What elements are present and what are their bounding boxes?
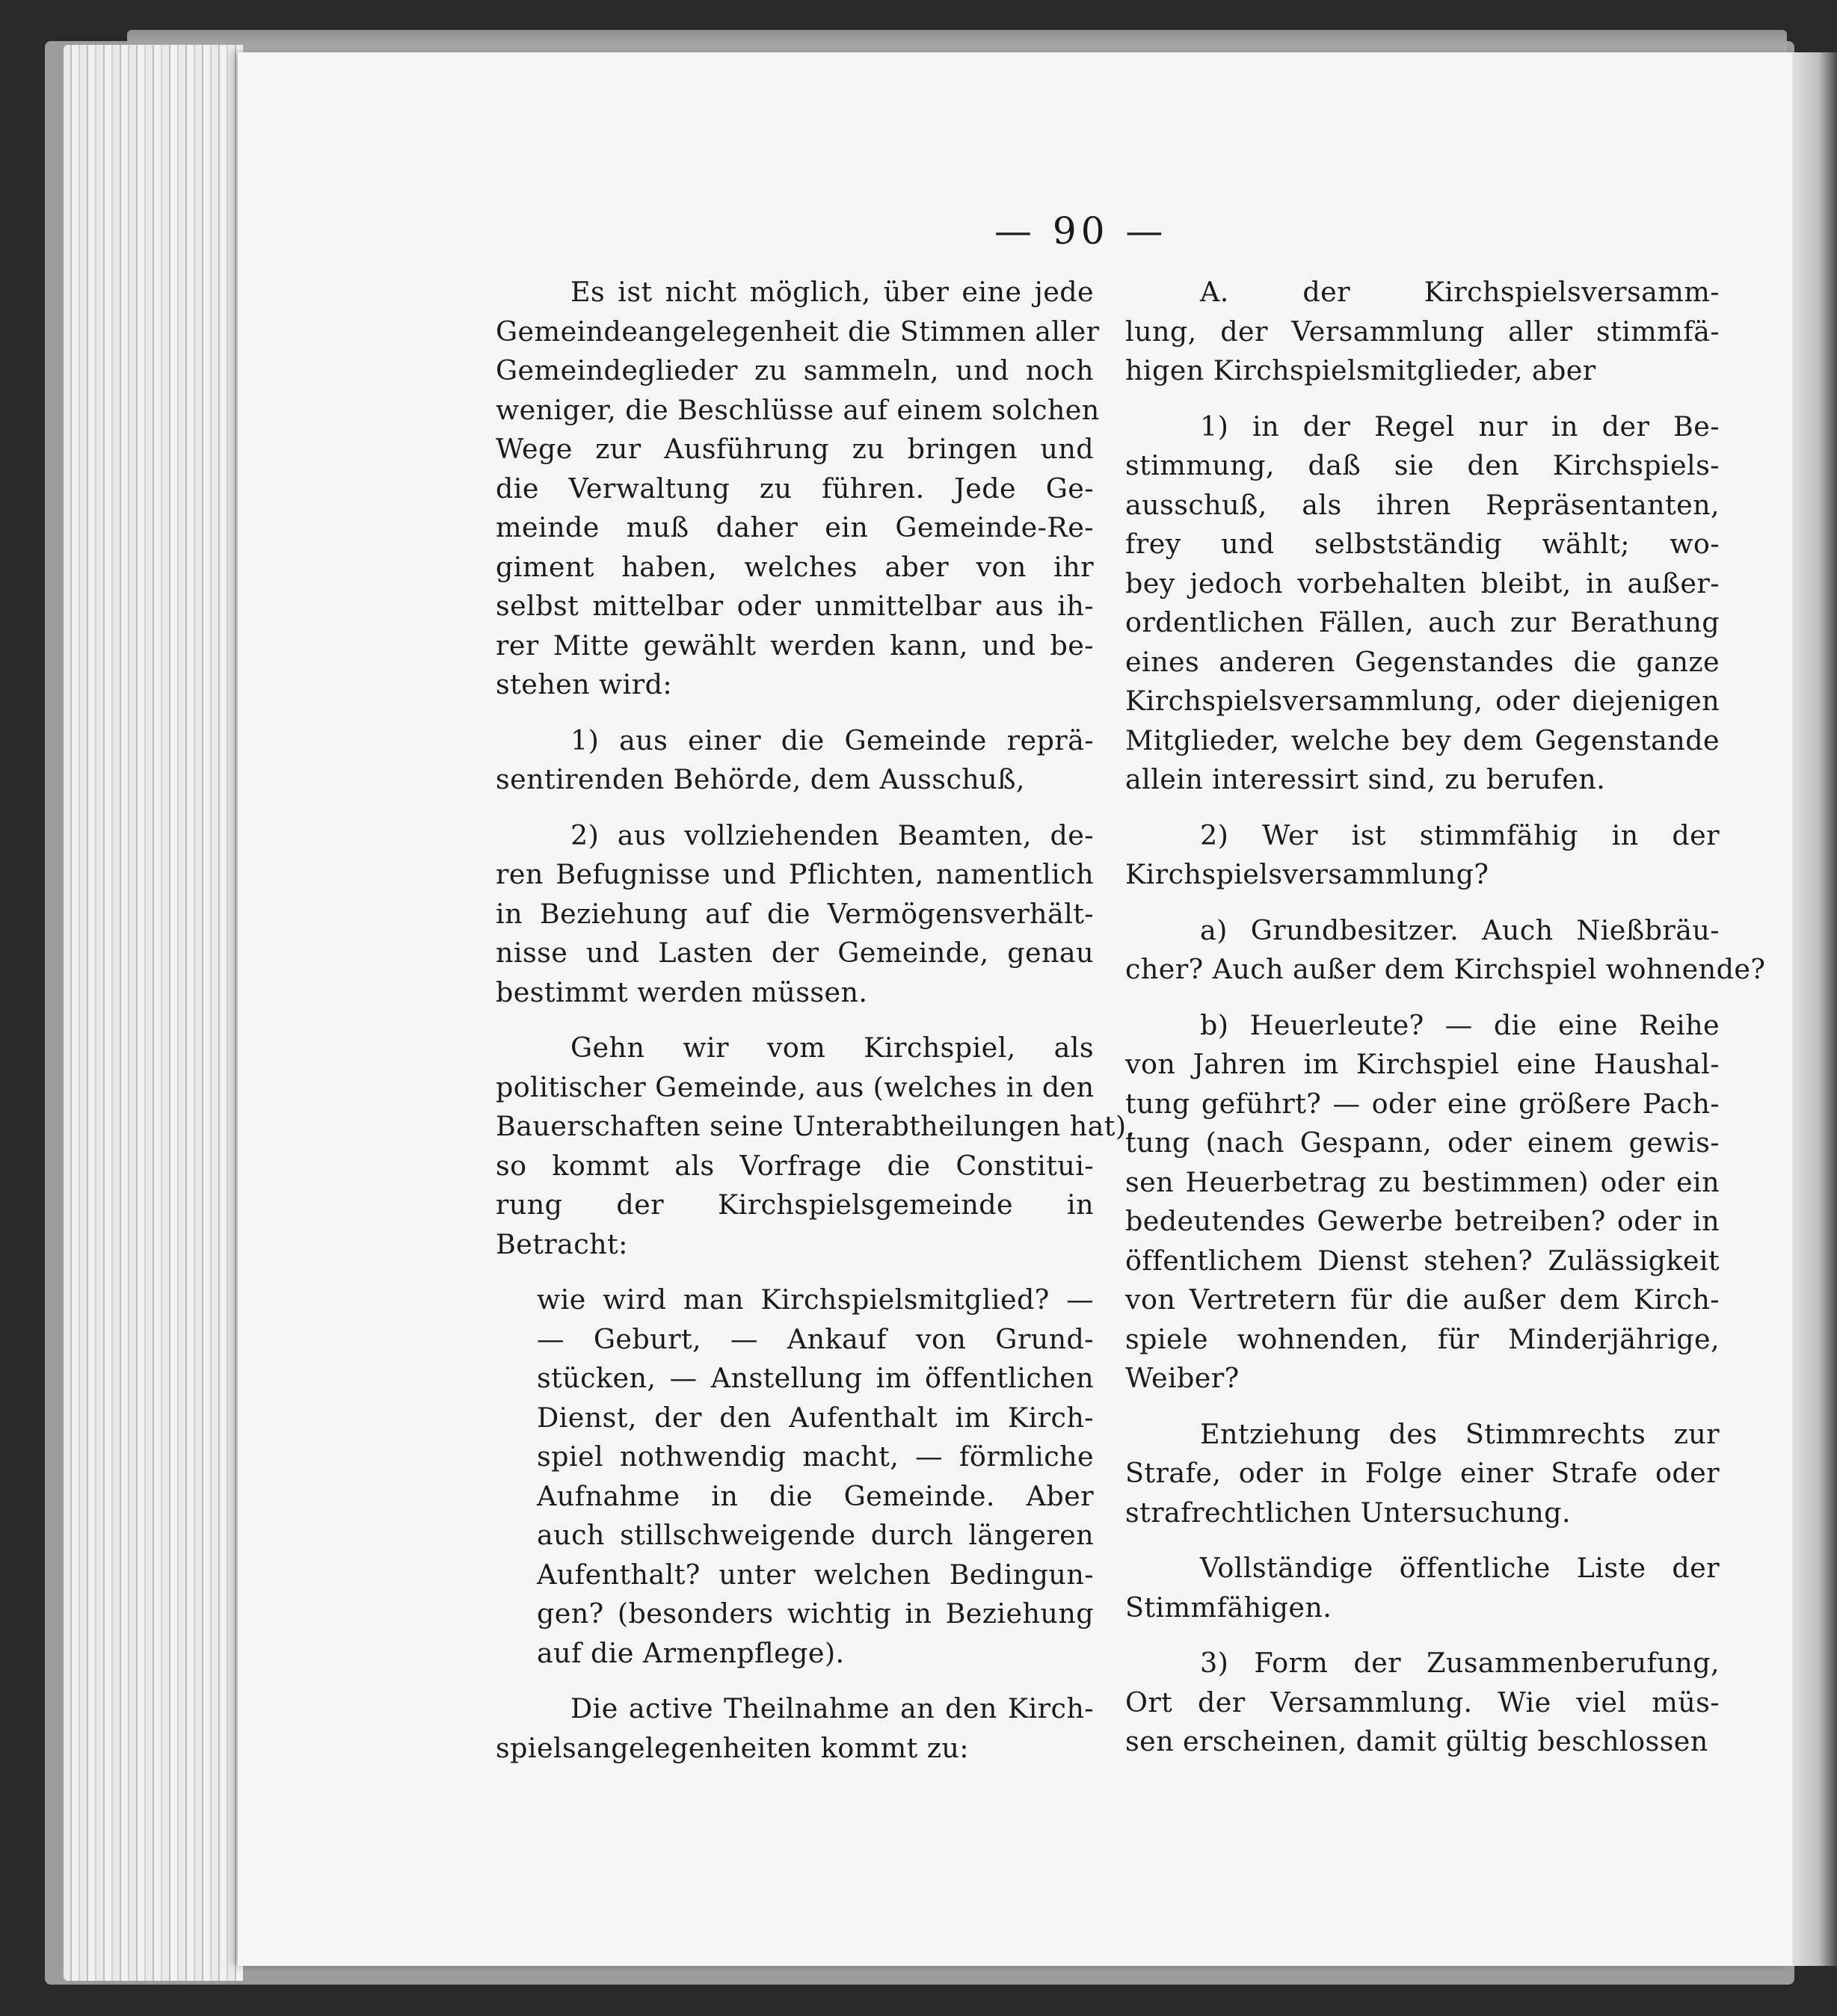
text-line: spiele wohnenden, für Minderjährige, — [1125, 1322, 1720, 1355]
text-line: higen Kirchspielsmitglieder, aber — [1125, 354, 1596, 386]
text-line: 2) Wer ist stimmfähig in der — [1200, 819, 1720, 851]
text-line: A. der Kirchspielsversamm- — [1200, 276, 1720, 308]
paragraph — [496, 273, 1100, 705]
text-line: wie wird man Kirchspielsmitglied? — — [537, 1283, 1094, 1316]
text-line: 1) aus einer die Gemeinde reprä- — [570, 724, 1094, 756]
paragraph — [496, 1280, 1094, 1673]
text-line: Gemeindeangelegenheit die Stimmen aller — [496, 315, 1100, 348]
text-line: bey jedoch vorbehalten bleibt, in außer- — [1125, 567, 1720, 599]
text-line: spielsangelegenheiten kommt zu: — [496, 1731, 969, 1764]
text-line: Gemeindeglieder zu sammeln, und noch — [496, 354, 1094, 386]
text-line: allein interessirt sind, zu berufen. — [1125, 763, 1606, 795]
text-line: Stimmfähigen. — [1125, 1591, 1332, 1624]
text-line: meinde muß daher ein Gemeinde-Re- — [496, 511, 1094, 543]
text-line: Gehn wir vom Kirchspiel, als — [570, 1032, 1094, 1064]
text-line: Strafe, oder in Folge einer Strafe oder — [1125, 1457, 1720, 1489]
right-text-column — [1125, 273, 1766, 1778]
text-line: Die active Theilnahme an den Kirch- — [570, 1692, 1094, 1724]
text-line: b) Heuerleute? — die eine Reihe — [1200, 1008, 1720, 1041]
text-line: in Beziehung auf die Vermögensverhält- — [496, 897, 1094, 930]
text-line: öffentlichem Dienst stehen? Zulässigkeit — [1125, 1244, 1720, 1277]
text-line: ordentlichen Fällen, auch zur Berathung — [1125, 606, 1720, 638]
paragraph — [1125, 816, 1720, 895]
paragraph — [1125, 1415, 1720, 1533]
text-line: Vollständige öffentliche Liste der — [1200, 1552, 1720, 1584]
paragraph — [496, 1029, 1136, 1264]
text-line: nisse und Lasten der Gemeinde, genau — [496, 937, 1094, 969]
text-line: Entziehung des Stimmrechts zur — [1200, 1417, 1720, 1450]
text-line: strafrechtlichen Untersuchung. — [1125, 1496, 1571, 1529]
text-line: selbst mittelbar oder unmittelbar aus ih- — [496, 590, 1094, 622]
paragraph — [1125, 407, 1720, 800]
page-number: — 90 — — [994, 209, 1168, 253]
text-line: von Jahren im Kirchspiel eine Haushal- — [1125, 1048, 1720, 1080]
text-line: Ort der Versammlung. Wie viel müs- — [1125, 1686, 1720, 1718]
text-line: Betracht: — [496, 1227, 628, 1260]
text-line: sen Heuerbetrag zu bestimmen) oder ein — [1125, 1165, 1720, 1198]
paragraph — [496, 721, 1094, 800]
text-line: tung (nach Gespann, oder einem gewis- — [1125, 1126, 1720, 1159]
text-line: gen? (besonders wichtig in Beziehung — [537, 1597, 1094, 1630]
paragraph — [1125, 1006, 1720, 1399]
text-line: Aufenthalt? unter welchen Bedingun- — [537, 1558, 1094, 1591]
text-line: ren Befugnisse und Pflichten, namentlich — [496, 858, 1094, 890]
paragraph — [1125, 1644, 1720, 1762]
text-line: stücken, — Anstellung im öffentlichen — [537, 1362, 1094, 1394]
text-line: — Geburt, — Ankauf von Grund- — [537, 1322, 1094, 1355]
text-line: ausschuß, als ihren Repräsentanten, — [1125, 488, 1720, 521]
paragraph — [496, 1689, 1094, 1768]
text-line: politischer Gemeinde, aus (welches in den — [496, 1070, 1095, 1103]
text-line: bestimmt werden müssen. — [496, 975, 868, 1008]
text-line: auch stillschweigende durch längeren — [537, 1519, 1094, 1551]
text-line: stehen wird: — [496, 668, 673, 700]
text-line: auf die Armenpflege). — [537, 1636, 845, 1669]
text-line: 3) Form der Zusammenberufung, — [1200, 1647, 1720, 1679]
text-line: rung der Kirchspielsgemeinde in — [496, 1189, 1094, 1221]
text-line: die Verwaltung zu führen. Jede Ge- — [496, 472, 1094, 505]
text-line: eines anderen Gegenstandes die ganze — [1125, 645, 1720, 678]
text-line: Kirchspielsversammlung, oder diejenigen — [1125, 685, 1720, 717]
text-line: Bauerschaften seine Unterabtheilungen hat), — [496, 1110, 1136, 1142]
text-line: Kirchspielsversammlung? — [1125, 858, 1489, 890]
left-text-column — [496, 273, 1136, 1784]
text-line: sentirenden Behörde, dem Ausschuß, — [496, 763, 1025, 795]
text-line: giment haben, welches aber von ihr — [496, 550, 1094, 583]
text-line: spiel nothwendig macht, — förmliche — [537, 1440, 1094, 1473]
text-line: Weiber? — [1125, 1362, 1240, 1394]
text-line: Es ist nicht möglich, über eine jede — [570, 276, 1094, 308]
text-line: a) Grundbesitzer. Auch Nießbräu- — [1200, 913, 1720, 946]
text-line: 1) in der Regel nur in der Be- — [1200, 410, 1720, 443]
text-line: Mitglieder, welche bey dem Gegenstande — [1125, 724, 1720, 756]
paragraph — [1125, 911, 1766, 990]
page-right-edge — [1792, 52, 1837, 1966]
text-line: rer Mitte gewählt werden kann, und be- — [496, 629, 1094, 662]
text-line: lung, der Versammlung aller stimmfä- — [1125, 315, 1720, 348]
page-stack-edges — [64, 45, 243, 1981]
text-line: weniger, die Beschlüsse auf einem solchen — [496, 393, 1100, 426]
text-line: sen erscheinen, damit gültig beschlossen — [1125, 1725, 1708, 1757]
paragraph — [496, 816, 1094, 1013]
text-line: Aufnahme in die Gemeinde. Aber — [537, 1479, 1094, 1512]
text-line: bedeutendes Gewerbe betreiben? oder in — [1125, 1205, 1720, 1237]
text-line: cher? Auch außer dem Kirchspiel wohnende? — [1125, 953, 1766, 985]
text-line: stimmung, daß sie den Kirchspiels- — [1125, 449, 1720, 481]
paragraph — [1125, 1549, 1720, 1627]
paragraph — [1125, 273, 1720, 391]
text-line: so kommt als Vorfrage die Constitui- — [496, 1149, 1094, 1182]
text-line: von Vertretern für die außer dem Kirch- — [1125, 1283, 1720, 1316]
text-line: tung geführt? — oder eine größere Pach- — [1125, 1087, 1720, 1120]
text-line: Dienst, der den Aufenthalt im Kirch- — [537, 1401, 1094, 1434]
text-line: frey und selbstständig wählt; wo- — [1125, 528, 1720, 560]
text-line: 2) aus vollziehenden Beamten, de- — [570, 819, 1094, 851]
text-line: Wege zur Ausführung zu bringen und — [496, 433, 1094, 465]
